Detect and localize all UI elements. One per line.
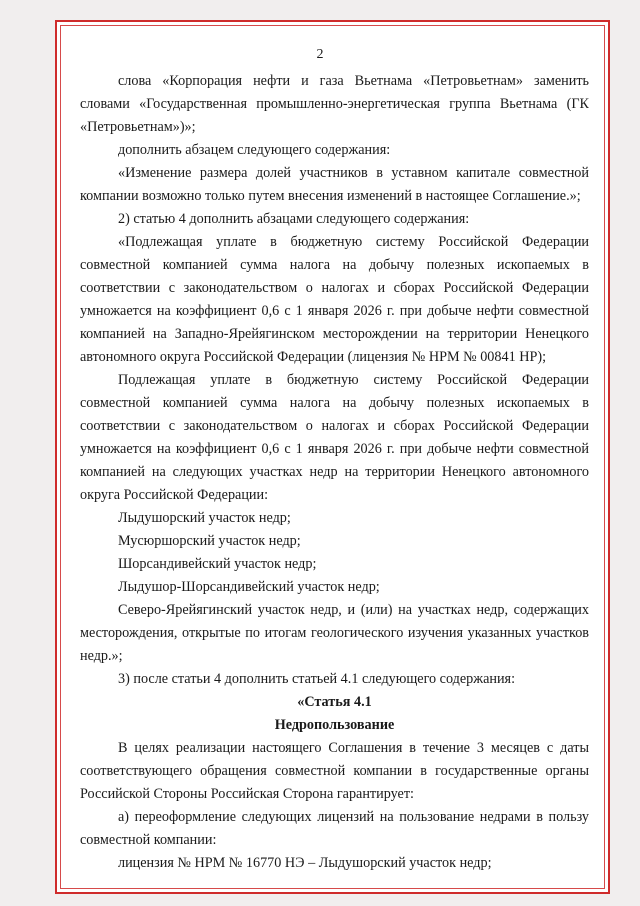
paragraph: а) переоформление следующих лицензий на пользование недрами в пользу совместной компании:: [80, 809, 589, 848]
paragraph: слова «Корпорация нефти и газа Вьетнама «Петровьетнам» заменить словами «Государственная промышленно-энергетическая группа Вьетнама (ГК «Петровьетнам»)»;: [80, 73, 589, 135]
paragraph: 3) после статьи 4 дополнить статьей 4.1 следующего содержания:: [118, 671, 516, 687]
paragraph: дополнить абзацем следующего содержания:: [118, 142, 391, 158]
paragraph: Подлежащая уплате в бюджетную систему Российской Федерации совместной компанией сумма налога на добычу полезных ископаемых в соответствии с законодательством о налогах и сборах Российской Федерации умножается на коэффициент 0,6 с 1 января 2026 г. при добыче нефти совместной компанией на следующих участках недр на территории Ненецкого автономного округа Российской Федерации:: [80, 372, 589, 503]
paragraph: Лыдушор-Шорсандивейский участок недр;: [118, 579, 380, 595]
document-body: [80, 70, 589, 875]
paragraph: Лыдушорский участок недр;: [118, 510, 291, 526]
paragraph: Северо-Ярейягинский участок недр, и (или) на участках недр, содержащих месторождения, открытые по итогам геологического изучения указанных участков недр.»;: [80, 602, 589, 664]
paragraph: Мусюршорский участок недр;: [118, 533, 301, 549]
paragraph: 2) статью 4 дополнить абзацами следующего содержания:: [118, 211, 470, 227]
paragraph: Шорсандивейский участок недр;: [118, 556, 317, 572]
paragraph: «Подлежащая уплате в бюджетную систему Российской Федерации совместной компанией сумма налога на добычу полезных ископаемых в соответствии с законодательством о налогах и сборах Российской Федерации умножается на коэффициент 0,6 с 1 января 2026 г. при добыче нефти совместной компанией на Западно-Ярейягинском месторождении на территории Ненецкого автономного округа Российской Федерации (лицензия № НРМ № 00841 НР);: [80, 234, 589, 365]
paragraph: В целях реализации настоящего Соглашения в течение 3 месяцев с даты соответствующего обращения совместной компании в государственные органы Российской Стороны Российская Сторона гарантирует:: [80, 740, 589, 802]
article-heading: «Статья 4.1: [297, 694, 372, 710]
article-heading: Недропользование: [274, 717, 395, 733]
page-number: 2: [316, 47, 324, 62]
paragraph: «Изменение размера долей участников в уставном капитале совместной компании возможно только путем внесения изменений в настоящее Соглашение.»;: [80, 165, 589, 204]
paragraph: лицензия № НРМ № 16770 НЭ – Лыдушорский участок недр;: [118, 855, 492, 871]
